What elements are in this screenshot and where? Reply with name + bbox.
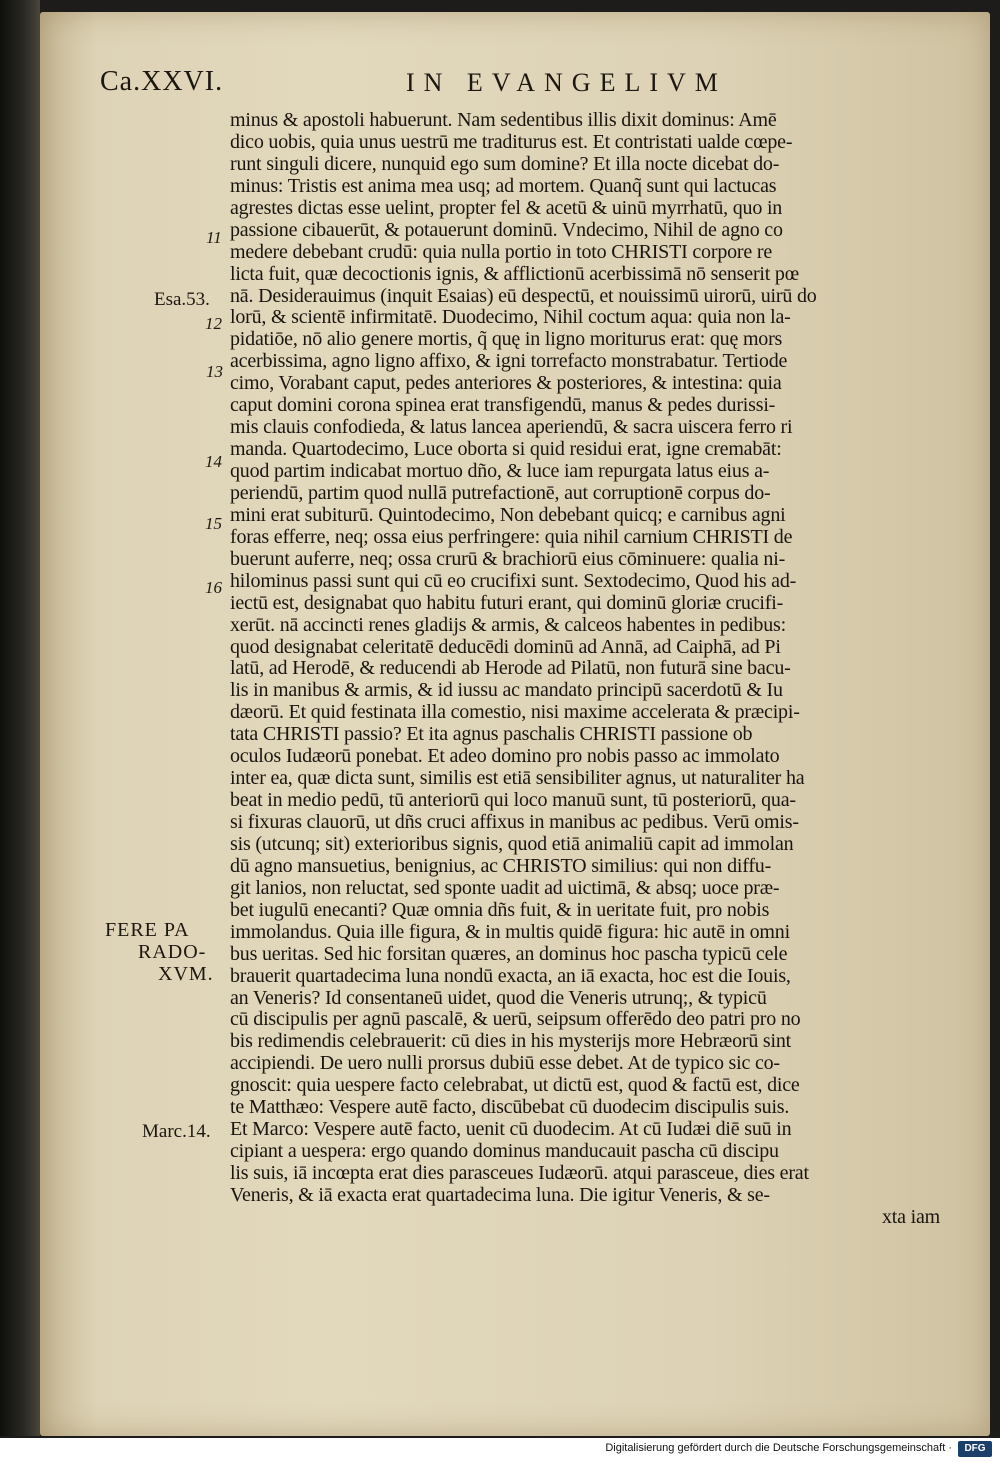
margin-note-13: 13 [206,362,223,381]
text-line: acerbissima, agno ligno affixo, & igni torrefacto monstrabatur. Tertiode [230,350,788,373]
text-line: mis clauis confodieda, & latus lancea aperiendū, & sacra uiscera ferro ri [230,416,793,439]
text-line: bis redimendis celebrauerit: cū dies in his mysterijs more Hebræorū sint [230,1030,792,1053]
page-title: IN EVANGELIVM [406,68,727,97]
text-line: caput domini corona spinea erat transfigendū, manus & pedes durissi- [230,394,776,417]
text-line: te Matthæo: Vespere autē facto, discūbebat cū duodecim discipulis suis. [230,1096,790,1119]
text-line: dæorū. Et quid festinata illa comestio, nisi maxime accelerata & præcipi- [230,701,800,724]
text-line: periendū, partim quod nullā putrefactionē, aut corruptionē corpus do- [230,481,771,504]
text-line: medere debebant crudū: quia nulla portio in toto CHRISTI corpore re [230,240,772,263]
text-line: agrestes dictas esse uelint, propter fel & acetū & uinū myrrhatū, quo in [230,196,783,219]
main-text [230,110,942,1229]
text-line: immolandus. Quia ille figura, & in multis quidē figura: hic autē in omni [230,920,790,943]
text-line: Et Marco: Vespere autē facto, uenit cū duodecim. At cū Iudæi diē suū in [230,1118,792,1141]
text-line: cipiant a uespera: ergo quando dominus manducauit pascha cū discipu [230,1140,779,1163]
text-line: si fixuras clauorū, ut dñs cruci affixus in manibus ac pedibus. Verū omis- [230,811,799,833]
text-line: buerunt auferre, neq; ossa crurū & brachiorū eius cōminuere: qualia ni- [230,547,786,570]
book-spine [0,0,40,1436]
text-line: minus: Tristis est anima mea usq; ad mortem. Quanq̃ sunt qui lactucas [230,174,777,197]
text-line: git lanios, non reluctat, sed sponte uadit ad uictimā, & absq; uoce præ- [230,876,780,899]
footer-bar [0,1438,1000,1462]
text-line: cū discipulis per agnū pascalē, & uerū, seipsum offerēdo deo patri pro no [230,1008,801,1031]
margin-note-fere-3: XVM. [158,963,214,985]
text-line: Veneris, & iā exacta erat quartadecima luna. Die igitur Veneris, & se- [230,1183,770,1206]
text-line: beat in medio pedū, tū anteriorū qui loco manuū sunt, tū posteriorū, qua- [230,789,796,812]
text-line: xta iam [881,1205,940,1228]
margin-note-16: 16 [205,578,222,597]
text-line: runt singuli dicere, nunquid ego sum domine? Et illa nocte dicebat do- [230,152,780,175]
text-line: iectū est, designabat quo habitu futuri erant, qui dominū gloriæ crucifi- [230,591,784,614]
margin-note-15: 15 [205,514,222,533]
text-line: quod designabat celeritatē deducēdi dominū ad Annā, ad Caiphā, ad Pi [230,635,781,658]
margin-note-fere-2: RADO- [138,941,207,963]
funding-note: Digitalisierung gefördert durch die Deutsche Forschungsgemeinschaft · [605,1442,952,1454]
margin-note-esa: Esa.53. [154,289,210,310]
chapter-heading: Ca.XXVI. [100,66,224,97]
margin-note-fere-1: FERE PA [105,919,190,941]
text-line: latū, ad Herodē, & reducendi ab Herode ad Pilatū, non futurā sine bacu- [230,657,791,680]
text-line: lis suis, iā incœpta erat dies parasceues Iudæorū. atqui parasceue, dies erat [230,1162,809,1184]
text-line: foras efferre, neq; ossa eius perfringere: quia nihil carnium CHRISTI de [230,525,793,548]
running-header [100,66,960,106]
margin-note-12: 12 [205,314,222,333]
text-line: lis in manibus & armis, & id iussu ac mandato principū sacerdotū & Iu [230,679,783,702]
text-line: lorū, & scientē infirmitatē. Duodecimo, Nihil coctum aqua: quia non la- [230,306,791,329]
text-line: oculos Iudæorū ponebat. Et adeo domino pro nobis passo ac immolato [230,745,780,768]
margin-note-14: 14 [205,452,222,471]
text-line: dico uobis, quia unus uestrū me traditurus est. Et contristati ualde cœpe- [230,130,793,153]
text-line: pidatiōe, nō alio genere mortis, q̃ quę in ligno moriturus erat: quę mors [230,328,783,351]
text-line: tata CHRISTI passio? Et ita agnus paschalis CHRISTI passione ob [230,723,753,746]
text-line: minus & apostoli habuerunt. Nam sedentibus illis dixit dominus: Amē [230,109,777,131]
text-line: bet iugulū enecanti? Quæ omnia dñs fuit, & in ueritate fuit, pro nobis [230,898,770,921]
dfg-logo: DFG [958,1441,992,1457]
text-line: quod partim indicabat mortuo dño, & luce iam repurgata latus eius a- [230,460,770,482]
margin-note-11: 11 [206,228,222,247]
text-line: an Veneris? Id consentaneū uidet, quod die Veneris utrunq;, & typicū [230,986,767,1009]
text-line: mini erat subiturū. Quintodecimo, Non debebant quicq; e carnibus agni [230,503,786,526]
text-line: xerūt. nā accincti renes gladijs & armis, & calceos habentes in pedibus: [230,613,786,636]
text-line: accipiendi. De uero nulli prorsus dubiū esse debet. At de typico sic co- [230,1052,780,1075]
text-line: nā. Desiderauimus (inquit Esaias) eū despectū, et nouissimū uirorū, uirū do [230,284,817,307]
text-line: inter ea, quæ dicta sunt, similis est etiā sensibiliter agnus, ut naturaliter ha [230,767,805,790]
text-line: sis (utcunq; sit) exterioribus signis, quod etiā animaliū capit ad immolan [230,832,794,855]
text-line: passione cibauerūt, & potauerunt dominū. Vndecimo, Nihil de agno co [230,218,783,241]
text-line: hilominus passi sunt qui cū eo crucifixi sunt. Sextodecimo, Quod his ad- [230,569,797,592]
text-line: dū agno mansuetius, benignius, ac CHRISTO similius: qui non diffu- [230,854,772,877]
text-line: manda. Quartodecimo, Luce oborta si quid residui erat, igne cremabāt: [230,438,782,461]
text-line: gnoscit: quia uespere facto celebrabat, ut dictū est, quod & factū est, dice [230,1074,800,1097]
text-line: cimo, Vorabant caput, pedes anteriores & posteriores, & intestina: quia [230,372,782,395]
text-line: licta fuit, quæ decoctionis ignis, & afflictionū acerbissimā nō senserit pœ [230,262,799,285]
text-line: bus ueritas. Sed hic forsitan quæres, an dominus hoc pascha typicū cele [230,942,788,965]
text-line: brauerit quartadecima luna nondū exacta, an iā exacta, hoc est die Iouis, [230,964,791,987]
margin-note-marc: Marc.14. [142,1121,211,1142]
